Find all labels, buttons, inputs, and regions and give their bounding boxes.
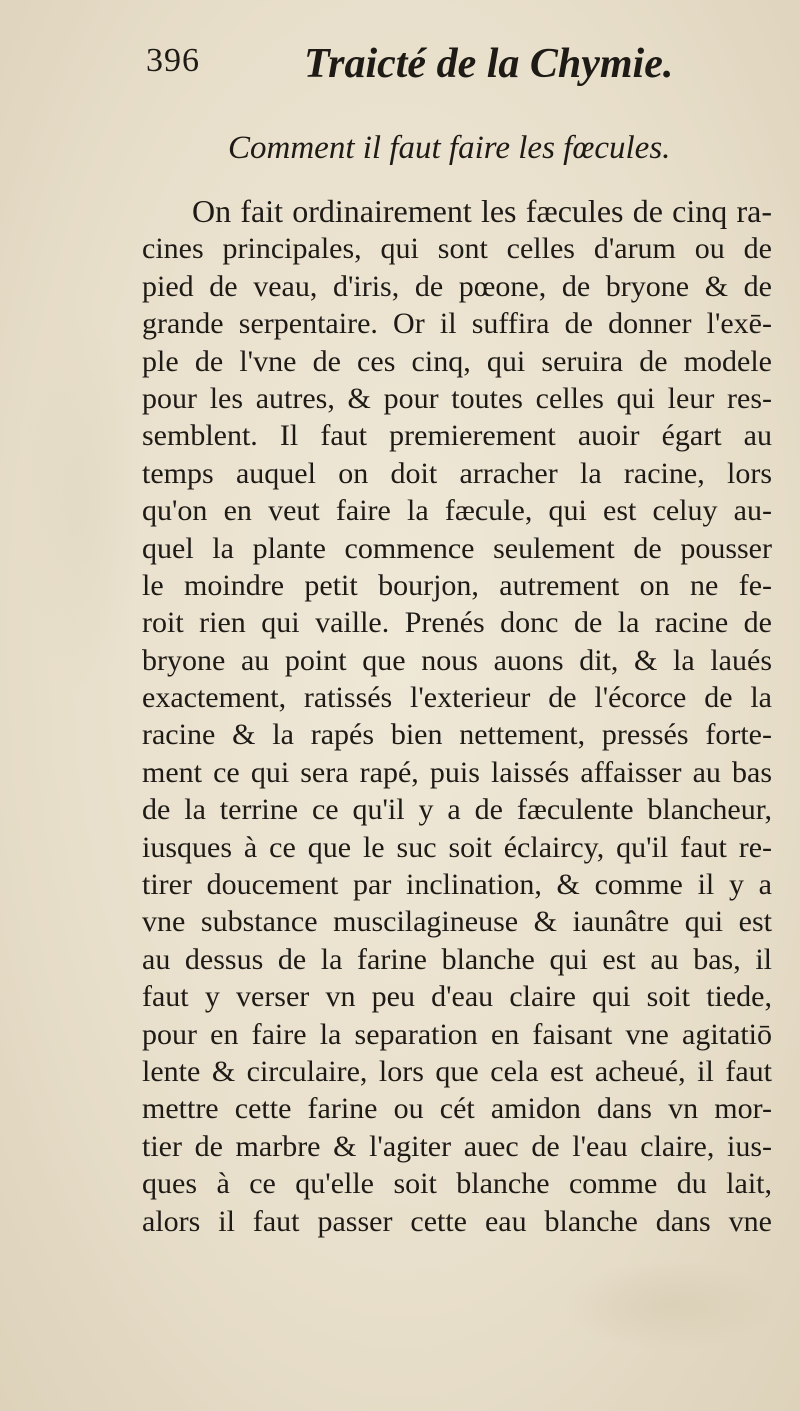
text-line: au dessus de la farine blanche qui est au bas, il: [142, 942, 772, 976]
text-line: iusques à ce que le suc soit éclaircy, qu'il faut re-: [142, 830, 772, 864]
text-line: pied de veau, d'iris, de pœone, de bryone & de: [142, 269, 772, 303]
text-line: lente & circulaire, lors que cela est acheué, il faut: [142, 1054, 772, 1088]
running-title: Traicté de la Chymie.: [304, 41, 674, 87]
text-line: de la terrine ce qu'il y a de fæculente blancheur,: [142, 793, 772, 827]
text-line: cines principales, qui sont celles d'arum ou de: [142, 232, 772, 266]
text-line: ple de l'vne de ces cinq, qui seruira de modele: [142, 344, 772, 378]
text-line: mettre cette farine ou cét amidon dans vn mor-: [142, 1092, 772, 1126]
text-line: pour en faire la separation en faisant vne agitatiō: [142, 1017, 772, 1051]
text-line: roit rien qui vaille. Prenés donc de la racine de: [142, 606, 772, 640]
text-line: semblent. Il faut premierement auoir égart au: [142, 419, 772, 453]
text-line: qu'on en veut faire la fæcule, qui est celuy au-: [142, 494, 772, 528]
section-heading: Comment il faut faire les fœcules.: [228, 130, 671, 166]
text-line: pour les autres, & pour toutes celles qui leur res-: [142, 381, 772, 415]
text-line: ques à ce qu'elle soit blanche comme du lait,: [142, 1167, 772, 1201]
text-line: exactement, ratissés l'exterieur de l'écorce de la: [142, 681, 772, 715]
text-line: faut y verser vn peu d'eau claire qui soit tiede,: [142, 980, 772, 1014]
text-line: tier de marbre & l'agiter auec de l'eau claire, ius-: [142, 1129, 772, 1163]
text-line: racine & la rapés bien nettement, pressés forte-: [142, 718, 772, 752]
text-line: ment ce qui sera rapé, puis laissés affaisser au bas: [142, 755, 772, 789]
text-line: bryone au point que nous auons dit, & la laués: [142, 643, 772, 677]
text-line: grande serpentaire. Or il suffira de donner l'exē-: [142, 307, 772, 341]
text-line: temps auquel on doit arracher la racine, lors: [142, 456, 772, 490]
body-paragraph: [142, 193, 772, 1240]
text-line: le moindre petit bourjon, autrement on ne fe-: [142, 568, 772, 602]
text-line: tirer doucement par inclination, & comme il y a: [142, 868, 772, 902]
page-header: [146, 40, 706, 100]
text-line: On fait ordinairement les fæcules de cinq ra-: [192, 193, 772, 229]
paper-stain: [20, 300, 140, 700]
text-line: vne substance muscilagineuse & iaunâtre qui est: [142, 905, 772, 939]
text-line: alors il faut passer cette eau blanche dans vne: [142, 1204, 772, 1238]
paper-stain: [560, 1260, 780, 1350]
text-line: quel la plante commence seulement de pousser: [142, 531, 772, 565]
page-number: 396: [146, 42, 200, 79]
